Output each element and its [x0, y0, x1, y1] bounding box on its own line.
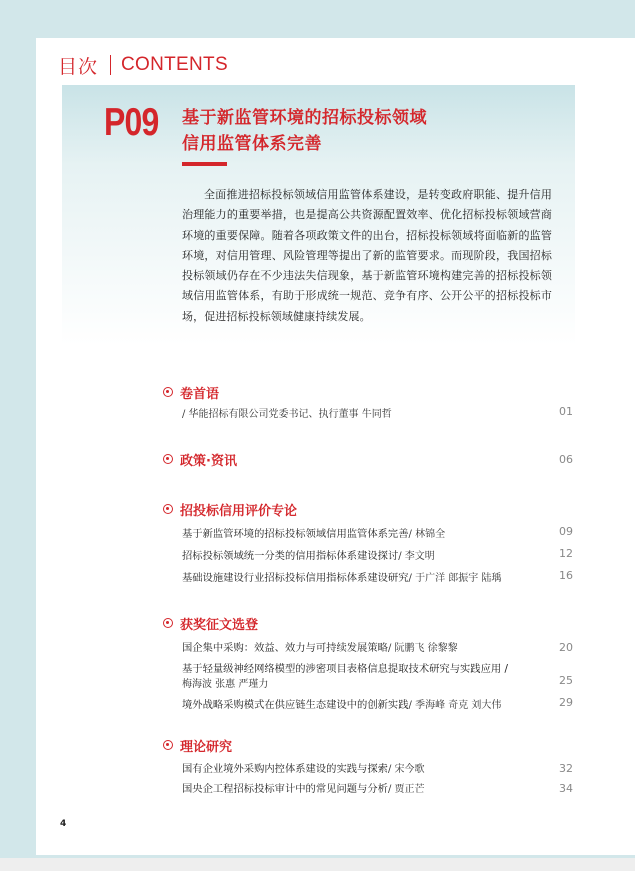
section-title: 政策·资讯 [180, 453, 237, 469]
feature-abstract: 全面推进招标投标领域信用监管体系建设，是转变政府职能、提升信用治理能力的重要举措，也是提高公共资源配置效率、优化招标投标领域营商环境的重要保障。随着各项政策文件的出台，招标投标领域将面临新的监管环境，对信用管理、风险管理等提出了新的监管要求。而现阶段，我国招标投标领域仍存在不少违法失信现象，基于新监管环境构建完善的招标投标领域信用监管体系，有助于形成统一规范、竞争有序、公开公平的招标投标市场，促进招标投标领域健康持续发展。 [182, 188, 552, 323]
entry-title: 国有企业境外采购内控体系建设的实践与探索 [182, 763, 388, 775]
section-header [163, 500, 573, 518]
entry-page: 12 [559, 547, 573, 560]
toc-entry[interactable] [182, 660, 573, 690]
target-bullet-icon [163, 387, 173, 397]
toc-entry[interactable] [182, 569, 573, 584]
entry-author: / 宋今歌 [387, 764, 425, 775]
entry-title: 招标投标领域统一分类的信用指标体系建设探讨 [182, 550, 399, 562]
section-header[interactable] [163, 450, 573, 468]
entry-title: 基于新监管环境的招标投标领域信用监管体系完善 [182, 528, 409, 540]
target-bullet-icon [163, 618, 173, 628]
section-header [163, 736, 573, 754]
entry-author: / 贾正芒 [387, 784, 425, 795]
toc-entry[interactable] [182, 780, 573, 795]
entry-author: / 阮鹏飞 徐黎黎 [387, 643, 458, 654]
toc-section [163, 500, 573, 584]
entry-page: 20 [559, 641, 573, 654]
entry-author: / 林锦全 [408, 529, 446, 540]
header-title-cn: 目次 [58, 55, 99, 78]
entry-page: 29 [559, 696, 573, 709]
header-title-en: CONTENTS [121, 54, 228, 75]
feature-title-line2: 信用监管体系完善 [182, 134, 322, 154]
toc-entry[interactable] [182, 639, 573, 654]
feature-title-rule [182, 162, 227, 166]
toc-entry[interactable] [182, 405, 573, 420]
section-header [163, 614, 573, 632]
feature-title[interactable] [182, 105, 427, 157]
toc-section [163, 614, 573, 711]
toc-entry[interactable] [182, 696, 573, 711]
entry-title: 国企集中采购：效益、效力与可持续发展策略 [182, 642, 388, 654]
entry-author: / 华能招标有限公司党委书记、执行董事 牛同哲 [182, 409, 392, 420]
section-title: 卷首语 [180, 386, 220, 402]
page-folio: 4 [60, 819, 67, 829]
entry-title: 基础设施建设行业招标投标信用指标体系建设研究 [182, 572, 409, 584]
bottom-strip [0, 858, 635, 871]
toc-entry[interactable] [182, 547, 573, 562]
section-title: 招投标信用评价专论 [180, 503, 298, 519]
entry-title: 基于轻量级神经网络模型的涉密项目表格信息提取技术研究与实践应用 / [182, 663, 508, 675]
toc-section [163, 736, 573, 795]
feature-page-number: P09 [104, 101, 159, 144]
contents-header [58, 52, 228, 78]
section-title: 获奖征文选登 [180, 617, 259, 633]
toc-entry[interactable] [182, 525, 573, 540]
target-bullet-icon [163, 740, 173, 750]
toc-entry[interactable] [182, 760, 573, 775]
entry-page: 32 [559, 762, 573, 775]
target-bullet-icon [163, 454, 173, 464]
entry-author: 梅海波 张惠 严瑾力 [182, 679, 269, 690]
header-divider [110, 55, 111, 75]
toc-section [163, 383, 573, 420]
entry-page: 01 [559, 405, 573, 418]
feature-title-line1: 基于新监管环境的招标投标领域 [182, 108, 427, 128]
section-title: 理论研究 [180, 739, 233, 755]
entry-author: / 李文明 [398, 551, 435, 562]
entry-page: 16 [559, 569, 573, 582]
entry-page: 25 [559, 674, 573, 687]
feature-panel [62, 85, 575, 378]
entry-title: 境外战略采购模式在供应链生态建设中的创新实践 [182, 699, 409, 711]
entry-page: 09 [559, 525, 573, 538]
entry-author: / 于广洋 郎振宇 陆瑀 [408, 573, 502, 584]
section-page: 06 [559, 452, 573, 466]
section-header [163, 383, 573, 401]
entry-title: 国央企工程招标投标审计中的常见问题与分析 [182, 783, 388, 795]
entry-author: / 季海峰 奇克 刘大伟 [408, 700, 502, 711]
contents-page [36, 38, 635, 855]
toc-section [163, 450, 573, 468]
entry-page: 34 [559, 782, 573, 795]
target-bullet-icon [163, 504, 173, 514]
